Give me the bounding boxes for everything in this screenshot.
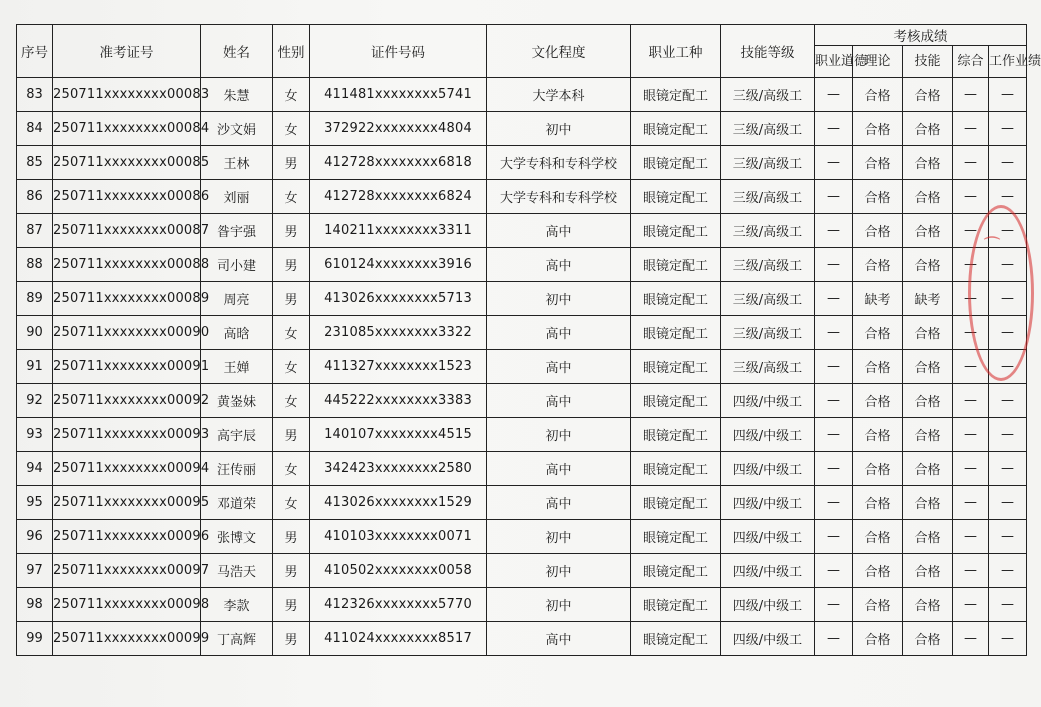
cell-occupation: 眼镜定配工 [631,554,721,588]
cell-exam-no: 250711xxxxxxxx00085 [53,146,201,180]
cell-name: 汪传丽 [201,452,273,486]
cell-exam-no: 250711xxxxxxxx00088 [53,248,201,282]
cell-ethics: — [815,214,853,248]
cell-seq: 91 [17,350,53,384]
cell-ethics: — [815,588,853,622]
cell-education: 高中 [487,350,631,384]
cell-work-score: — [989,78,1027,112]
table-row [17,622,1027,656]
cell-work-score: — [989,214,1027,248]
header-occupation: 职业工种 [631,25,721,78]
cell-exam-no: 250711xxxxxxxx00089 [53,282,201,316]
cell-exam-no: 250711xxxxxxxx00094 [53,452,201,486]
cell-id-no: 413026xxxxxxxx1529 [310,486,487,520]
cell-skill: 合格 [903,554,953,588]
cell-occupation: 眼镜定配工 [631,588,721,622]
cell-exam-no: 250711xxxxxxxx00084 [53,112,201,146]
cell-theory: 合格 [853,384,903,418]
cell-exam-no: 250711xxxxxxxx00097 [53,554,201,588]
table-row [17,418,1027,452]
cell-comprehensive: — [953,486,989,520]
cell-exam-no: 250711xxxxxxxx00086 [53,180,201,214]
cell-theory: 合格 [853,78,903,112]
cell-name: 刘丽 [201,180,273,214]
cell-skill-level: 四级/中级工 [721,486,815,520]
cell-seq: 90 [17,316,53,350]
cell-skill: 合格 [903,622,953,656]
cell-comprehensive: — [953,622,989,656]
cell-comprehensive: — [953,282,989,316]
cell-seq: 89 [17,282,53,316]
cell-name: 周亮 [201,282,273,316]
cell-gender: 女 [273,486,310,520]
cell-id-no: 412728xxxxxxxx6818 [310,146,487,180]
cell-id-no: 140107xxxxxxxx4515 [310,418,487,452]
cell-education: 初中 [487,112,631,146]
cell-skill-level: 三级/高级工 [721,248,815,282]
table-row [17,384,1027,418]
cell-comprehensive: — [953,214,989,248]
cell-skill: 合格 [903,588,953,622]
exam-results-table [16,24,1041,656]
cell-education: 高中 [487,316,631,350]
cell-theory: 合格 [853,486,903,520]
cell-ethics: — [815,520,853,554]
cell-id-no: 411024xxxxxxxx8517 [310,622,487,656]
cell-theory: 合格 [853,112,903,146]
cell-skill-level: 三级/高级工 [721,214,815,248]
cell-education: 高中 [487,622,631,656]
cell-skill: 合格 [903,78,953,112]
cell-gender: 男 [273,248,310,282]
table-row [17,520,1027,554]
cell-skill-level: 三级/高级工 [721,316,815,350]
cell-gender: 男 [273,418,310,452]
cell-exam-no: 250711xxxxxxxx00093 [53,418,201,452]
header-exam-no: 准考证号 [53,25,201,78]
header-comprehensive: 综合 [953,46,989,78]
cell-seq: 85 [17,146,53,180]
cell-skill: 合格 [903,180,953,214]
cell-education: 高中 [487,248,631,282]
cell-id-no: 610124xxxxxxxx3916 [310,248,487,282]
cell-theory: 合格 [853,214,903,248]
cell-comprehensive: — [953,350,989,384]
cell-skill-level: 四级/中级工 [721,520,815,554]
cell-comprehensive: — [953,452,989,486]
cell-education: 高中 [487,384,631,418]
cell-seq: 95 [17,486,53,520]
cell-skill: 合格 [903,452,953,486]
cell-id-no: 412728xxxxxxxx6824 [310,180,487,214]
cell-occupation: 眼镜定配工 [631,452,721,486]
cell-skill: 合格 [903,418,953,452]
table-row [17,78,1027,112]
cell-id-no: 413026xxxxxxxx5713 [310,282,487,316]
cell-occupation: 眼镜定配工 [631,78,721,112]
cell-comprehensive: — [953,588,989,622]
cell-gender: 女 [273,384,310,418]
cell-gender: 女 [273,452,310,486]
cell-work-score: — [989,146,1027,180]
cell-seq: 99 [17,622,53,656]
cell-gender: 女 [273,316,310,350]
header-name: 姓名 [201,25,273,78]
header-theory: 理论 [853,46,903,78]
cell-occupation: 眼镜定配工 [631,622,721,656]
cell-education: 大学专科和专科学校 [487,180,631,214]
cell-gender: 男 [273,214,310,248]
cell-work-score: — [989,554,1027,588]
cell-theory: 合格 [853,418,903,452]
cell-work-score: — [989,588,1027,622]
cell-work-score: — [989,180,1027,214]
cell-comprehensive: — [953,418,989,452]
cell-skill-level: 四级/中级工 [721,418,815,452]
cell-id-no: 445222xxxxxxxx3383 [310,384,487,418]
cell-id-no: 410103xxxxxxxx0071 [310,520,487,554]
cell-name: 李款 [201,588,273,622]
cell-comprehensive: — [953,146,989,180]
cell-seq: 92 [17,384,53,418]
table-row [17,146,1027,180]
cell-gender: 男 [273,622,310,656]
cell-occupation: 眼镜定配工 [631,248,721,282]
cell-gender: 女 [273,350,310,384]
cell-name: 高晗 [201,316,273,350]
cell-theory: 合格 [853,146,903,180]
header-skill-level: 技能等级 [721,25,815,78]
cell-work-score: — [989,282,1027,316]
cell-ethics: — [815,316,853,350]
cell-theory: 合格 [853,316,903,350]
table-row [17,588,1027,622]
cell-theory: 缺考 [853,282,903,316]
header-ethics: 职业道德 [815,46,853,78]
cell-ethics: — [815,350,853,384]
cell-skill-level: 四级/中级工 [721,588,815,622]
cell-seq: 84 [17,112,53,146]
cell-gender: 男 [273,588,310,622]
cell-occupation: 眼镜定配工 [631,146,721,180]
cell-skill-level: 三级/高级工 [721,180,815,214]
header-skill: 技能 [903,46,953,78]
cell-work-score: — [989,452,1027,486]
table-row [17,214,1027,248]
cell-occupation: 眼镜定配工 [631,418,721,452]
header-gender: 性别 [273,25,310,78]
cell-education: 初中 [487,554,631,588]
cell-name: 高宇辰 [201,418,273,452]
cell-education: 大学专科和专科学校 [487,146,631,180]
cell-seq: 86 [17,180,53,214]
cell-skill-level: 三级/高级工 [721,146,815,180]
cell-gender: 女 [273,180,310,214]
cell-exam-no: 250711xxxxxxxx00090 [53,316,201,350]
table-body [17,78,1027,656]
cell-ethics: — [815,78,853,112]
cell-occupation: 眼镜定配工 [631,112,721,146]
cell-education: 高中 [487,452,631,486]
cell-skill-level: 三级/高级工 [721,112,815,146]
table-row [17,316,1027,350]
cell-skill: 合格 [903,384,953,418]
cell-skill-level: 四级/中级工 [721,384,815,418]
cell-education: 初中 [487,282,631,316]
cell-theory: 合格 [853,554,903,588]
cell-theory: 合格 [853,622,903,656]
cell-education: 高中 [487,486,631,520]
cell-seq: 97 [17,554,53,588]
cell-skill: 缺考 [903,282,953,316]
cell-seq: 83 [17,78,53,112]
cell-gender: 男 [273,282,310,316]
cell-work-score: — [989,486,1027,520]
cell-comprehensive: — [953,554,989,588]
table-row [17,452,1027,486]
cell-ethics: — [815,452,853,486]
cell-work-score: — [989,622,1027,656]
cell-occupation: 眼镜定配工 [631,350,721,384]
cell-skill-level: 四级/中级工 [721,452,815,486]
cell-ethics: — [815,112,853,146]
cell-education: 高中 [487,214,631,248]
cell-skill-level: 四级/中级工 [721,622,815,656]
table-row [17,282,1027,316]
cell-gender: 男 [273,554,310,588]
cell-exam-no: 250711xxxxxxxx00092 [53,384,201,418]
cell-name: 张博文 [201,520,273,554]
table-row [17,112,1027,146]
cell-occupation: 眼镜定配工 [631,282,721,316]
cell-theory: 合格 [853,248,903,282]
cell-exam-no: 250711xxxxxxxx00099 [53,622,201,656]
cell-ethics: — [815,622,853,656]
cell-gender: 女 [273,112,310,146]
cell-ethics: — [815,146,853,180]
cell-work-score: — [989,418,1027,452]
header-work-score: 工作业绩 [989,46,1027,78]
cell-skill: 合格 [903,350,953,384]
header-education: 文化程度 [487,25,631,78]
cell-name: 邓道荣 [201,486,273,520]
cell-skill: 合格 [903,146,953,180]
cell-seq: 96 [17,520,53,554]
cell-seq: 88 [17,248,53,282]
table-header [17,25,1041,78]
cell-ethics: — [815,248,853,282]
cell-exam-no: 250711xxxxxxxx00098 [53,588,201,622]
cell-comprehensive: — [953,180,989,214]
cell-skill: 合格 [903,112,953,146]
cell-comprehensive: — [953,112,989,146]
cell-id-no: 342423xxxxxxxx2580 [310,452,487,486]
header-scores-group: 考核成绩 [815,25,1027,46]
cell-skill: 合格 [903,520,953,554]
header-seq: 序号 [17,25,53,78]
cell-ethics: — [815,554,853,588]
cell-occupation: 眼镜定配工 [631,180,721,214]
cell-ethics: — [815,180,853,214]
table-row [17,180,1027,214]
cell-ethics: — [815,282,853,316]
cell-gender: 女 [273,78,310,112]
cell-work-score: — [989,112,1027,146]
cell-education: 初中 [487,418,631,452]
table-row [17,350,1027,384]
cell-occupation: 眼镜定配工 [631,384,721,418]
cell-comprehensive: — [953,316,989,350]
cell-skill: 合格 [903,214,953,248]
cell-education: 大学本科 [487,78,631,112]
cell-occupation: 眼镜定配工 [631,316,721,350]
cell-name: 司小建 [201,248,273,282]
cell-seq: 98 [17,588,53,622]
cell-work-score: — [989,316,1027,350]
cell-name: 朱慧 [201,78,273,112]
cell-name: 马浩天 [201,554,273,588]
cell-education: 初中 [487,520,631,554]
cell-exam-no: 250711xxxxxxxx00083 [53,78,201,112]
cell-skill-level: 三级/高级工 [721,282,815,316]
cell-skill: 合格 [903,316,953,350]
cell-gender: 男 [273,146,310,180]
cell-skill-level: 三级/高级工 [721,350,815,384]
cell-gender: 男 [273,520,310,554]
header-id-no: 证件号码 [310,25,487,78]
cell-theory: 合格 [853,180,903,214]
cell-comprehensive: — [953,384,989,418]
cell-seq: 94 [17,452,53,486]
cell-id-no: 372922xxxxxxxx4804 [310,112,487,146]
cell-id-no: 410502xxxxxxxx0058 [310,554,487,588]
cell-theory: 合格 [853,588,903,622]
cell-ethics: — [815,418,853,452]
cell-theory: 合格 [853,520,903,554]
cell-theory: 合格 [853,350,903,384]
cell-exam-no: 250711xxxxxxxx00087 [53,214,201,248]
cell-skill-level: 三级/高级工 [721,78,815,112]
cell-occupation: 眼镜定配工 [631,520,721,554]
cell-work-score: — [989,350,1027,384]
cell-work-score: — [989,248,1027,282]
cell-id-no: 412326xxxxxxxx5770 [310,588,487,622]
table-row [17,486,1027,520]
cell-exam-no: 250711xxxxxxxx00095 [53,486,201,520]
cell-ethics: — [815,486,853,520]
table-row [17,554,1027,588]
cell-exam-no: 250711xxxxxxxx00091 [53,350,201,384]
cell-name: 昝宇强 [201,214,273,248]
cell-occupation: 眼镜定配工 [631,486,721,520]
cell-name: 黄崟妹 [201,384,273,418]
cell-name: 王婵 [201,350,273,384]
cell-id-no: 411327xxxxxxxx1523 [310,350,487,384]
cell-skill: 合格 [903,248,953,282]
cell-theory: 合格 [853,452,903,486]
cell-id-no: 231085xxxxxxxx3322 [310,316,487,350]
cell-name: 沙文娟 [201,112,273,146]
cell-comprehensive: — [953,248,989,282]
cell-skill-level: 四级/中级工 [721,554,815,588]
cell-seq: 87 [17,214,53,248]
seal-fragment-mark: ⌒ [984,235,1001,254]
cell-exam-no: 250711xxxxxxxx00096 [53,520,201,554]
cell-seq: 93 [17,418,53,452]
cell-comprehensive: — [953,520,989,554]
cell-work-score: — [989,520,1027,554]
cell-id-no: 140211xxxxxxxx3311 [310,214,487,248]
table-row [17,248,1027,282]
cell-name: 王林 [201,146,273,180]
cell-work-score: — [989,384,1027,418]
cell-ethics: — [815,384,853,418]
cell-comprehensive: — [953,78,989,112]
cell-skill: 合格 [903,486,953,520]
cell-occupation: 眼镜定配工 [631,214,721,248]
cell-name: 丁高辉 [201,622,273,656]
cell-education: 初中 [487,588,631,622]
cell-id-no: 411481xxxxxxxx5741 [310,78,487,112]
